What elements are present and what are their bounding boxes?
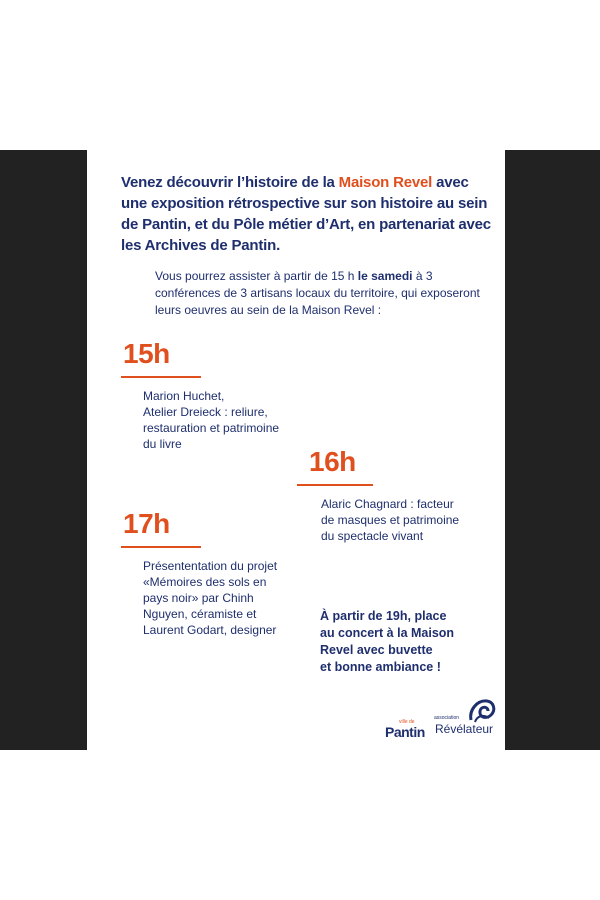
- intro-text: [121, 172, 493, 256]
- revelateur-logo: [432, 698, 502, 742]
- concert-announcement: [320, 608, 480, 676]
- session-line: du livre: [143, 437, 182, 451]
- session-rule-17h: [121, 546, 201, 548]
- session-line: Nguyen, céramiste et: [143, 607, 257, 621]
- intro-highlight: Maison Revel: [338, 174, 433, 191]
- pantin-logo: [385, 719, 425, 739]
- session-line: Alaric Chagnard : facteur: [321, 497, 454, 511]
- swirl-logo-icon: [467, 698, 497, 724]
- session-line: Atelier Dreieck : reliure,: [143, 405, 268, 419]
- finale-line: et bonne ambiance !: [320, 660, 441, 674]
- event-poster: [87, 150, 505, 750]
- session-details-15h: [143, 388, 323, 452]
- session-time-17h: 17h: [123, 508, 170, 539]
- session-line: Laurent Godart, designer: [143, 623, 277, 637]
- subtitle-bold: le samedi: [357, 269, 413, 283]
- session-line: pays noir» par Chinh: [143, 591, 254, 605]
- session-time-15h: 15h: [123, 338, 170, 369]
- pantin-logo-small: ville de: [399, 719, 415, 725]
- session-rule-15h: [121, 376, 201, 378]
- subtitle-part2: à 3 conférences de 3 artisans locaux du territoire, qui exposeront leurs oeuvres au sein de la Maison Revel :: [155, 269, 480, 317]
- session-line: Présententation du projet: [143, 559, 278, 573]
- intro-part1: Venez découvrir l’histoire de la: [121, 174, 339, 191]
- session-line: du spectacle vivant: [321, 529, 424, 543]
- session-line: restauration et patrimoine: [143, 421, 280, 435]
- revelateur-logo-name: Révélateur: [435, 722, 494, 736]
- finale-line: au concert à la Maison: [320, 626, 455, 640]
- finale-line: À partir de 19h, place: [320, 609, 447, 623]
- session-details-17h: [143, 558, 323, 638]
- session-time-16h: 16h: [309, 446, 356, 477]
- session-line: Marion Huchet,: [143, 389, 225, 403]
- session-details-16h: [321, 496, 501, 544]
- revelateur-logo-small: association: [434, 715, 460, 721]
- pantin-logo-name: Pantin: [385, 724, 425, 740]
- session-rule-16h: [297, 484, 373, 486]
- subtitle-text: [155, 268, 485, 319]
- session-line: de masques et patrimoine: [321, 513, 460, 527]
- subtitle-part1: Vous pourrez assister à partir de 15 h: [155, 269, 358, 283]
- intro-part2: avec une exposition rétrospective sur son histoire au sein de Pantin, et du Pôle métier d’Art, en partenariat avec les Archives de Pantin.: [121, 174, 491, 254]
- session-line: «Mémoires des sols en: [143, 575, 267, 589]
- finale-line: Revel avec buvette: [320, 643, 433, 657]
